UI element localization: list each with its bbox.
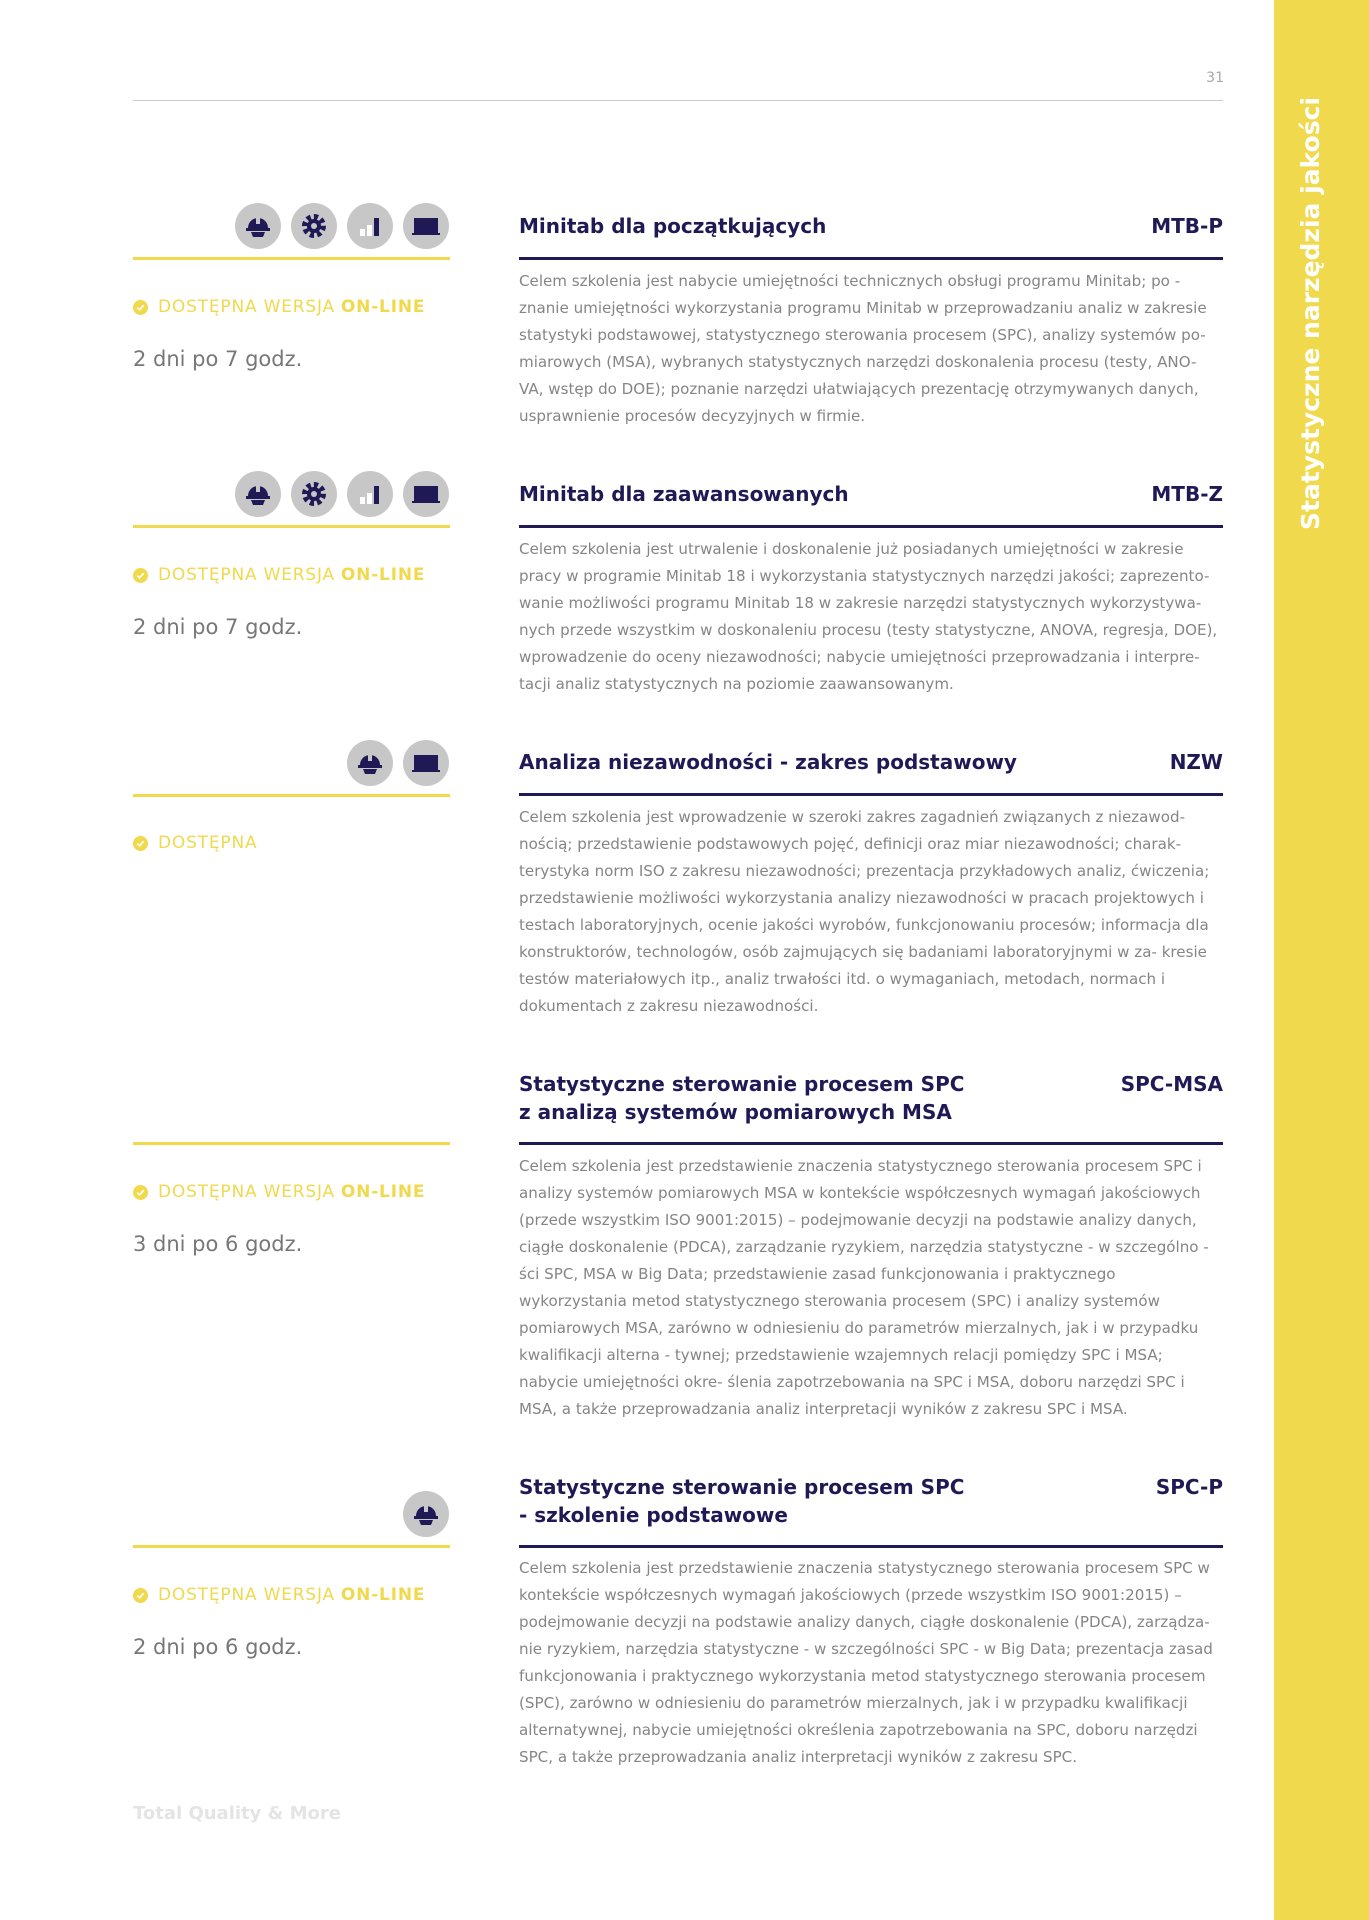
availability-label: DOSTĘPNA bbox=[158, 565, 258, 585]
course-4-code: SPC-MSA bbox=[1120, 1072, 1223, 1096]
safety-helmet-icon bbox=[403, 1491, 449, 1537]
header-divider bbox=[133, 100, 1223, 101]
course-5-title-line-2: - szkolenie podstawowe bbox=[519, 1503, 788, 1527]
course-5-duration: 2 dni po 6 godz. bbox=[133, 1635, 303, 1659]
course-5-title-line-1: Statystyczne sterowanie procesem SPC bbox=[519, 1475, 965, 1499]
monitor-icon bbox=[403, 740, 449, 786]
course-3-availability bbox=[133, 833, 257, 853]
course-4-availability bbox=[133, 1182, 425, 1202]
course-4-divider bbox=[133, 1142, 450, 1145]
course-3-divider bbox=[133, 794, 450, 797]
course-4-description: Celem szkolenia jest przedstawienie znaczenia statystycznego sterowania procesem SPC i analizy systemów pomiarowych MSA w kontekście współczesnych wymagań jakościowych (przede wszystkim ISO 9001:2015) – podejmowanie decyzji na podstawie analizy danych, ciągłe doskonalenie (PDCA), zarządzanie ryzykiem, narzędzia statystyczne - w szczególno - ści SPC, MSA w Big Data; przedstawienie zasad funkcjonowania i praktycznego wykorzystania metod statystycznego sterowania procesem (SPC) i analizy systemów pomiarowych MSA, zarówno w odniesieniu do parametrów mierzalnych, jak i w przypadku kwalifikacji alterna - tywnej; przedstawienie wzajemnych relacji pomiędzy SPC i MSA; nabycie umiejętności okre- ślenia zapotrzebowania na SPC i MSA, doboru narzędzi SPC i MSA, a także przeprowadzania analiz interpretacji wyników z zakresu SPC i MSA. bbox=[519, 1157, 1209, 1418]
course-4-duration: 3 dni po 6 godz. bbox=[133, 1232, 303, 1256]
bar-chart-icon bbox=[347, 471, 393, 517]
availability-label: DOSTĘPNA bbox=[158, 1585, 258, 1605]
course-1-availability bbox=[133, 297, 425, 317]
footer-brand: Total Quality & More bbox=[133, 1803, 341, 1824]
course-1-duration: 2 dni po 7 godz. bbox=[133, 347, 303, 371]
check-icon bbox=[133, 1185, 148, 1200]
course-1-title: Minitab dla początkujących bbox=[519, 214, 827, 238]
gear-icon bbox=[291, 471, 337, 517]
page-number: 31 bbox=[1206, 70, 1224, 86]
course-4-title-divider bbox=[519, 1142, 1223, 1145]
course-1-divider bbox=[133, 257, 450, 260]
version-label: WERSJA bbox=[263, 565, 335, 585]
check-icon bbox=[133, 300, 148, 315]
availability-label: DOSTĘPNA bbox=[158, 1182, 258, 1202]
course-1-icons bbox=[133, 203, 449, 249]
course-2-description: Celem szkolenia jest utrwalenie i doskonalenie już posiadanych umiejętności w zakresie pracy w programie Minitab 18 i wykorzystania statystycznych narzędzi jakości; zaprezento- wanie możliwości programu Minitab 18 w zakresie narzędzi statystycznych wykorzystywa- nych przede wszystkim w doskonaleniu procesu (testy statystyczne, ANOVA, regresja, DOE), wprowadzenie do oceny niezawodności; nabycie umiejętności przeprowadzania i interpre- tacji analiz statystycznych na poziomie zaawansowanym. bbox=[519, 540, 1218, 693]
online-label: ON-LINE bbox=[340, 297, 426, 317]
online-label: ON-LINE bbox=[340, 1182, 426, 1202]
version-label: WERSJA bbox=[263, 297, 335, 317]
course-5-availability bbox=[133, 1585, 425, 1605]
safety-helmet-icon bbox=[235, 471, 281, 517]
safety-helmet-icon bbox=[235, 203, 281, 249]
course-5-description: Celem szkolenia jest przedstawienie znaczenia statystycznego sterowania procesem SPC w kontekście współczesnych wymagań jakościowych (przede wszystkim ISO 9001:2015) – podejmowanie decyzji na podstawie analizy danych, ciągłe doskonalenie (PDCA), zarządza- nie ryzykiem, narzędzia statystyczne - w szczególności SPC - w Big Data; prezentacja zasad funkcjonowania i praktycznego wykorzystania metod statystycznego sterowania procesem (SPC), zarówno w odniesieniu do parametrów mierzalnych, jak i w przypadku kwalifikacji alternatywnej, nabycie umiejętności określenia zapotrzebowania na SPC, doboru narzędzi SPC, a także przeprowadzania analiz interpretacji wyników z zakresu SPC. bbox=[519, 1559, 1213, 1766]
course-1-description: Celem szkolenia jest nabycie umiejętności technicznych obsługi programu Minitab; po - znanie umiejętności wykorzystania programu Minitab w przeprowadzaniu analiz w zakresie statystyki podstawowej, statystycznego sterowania procesem (SPC), analizy systemów po- miarowych (MSA), wybranych statystycznych narzędzi doskonalenia procesu (testy, ANO- VA, wstęp do DOE); poznanie narzędzi ułatwiających prezentację otrzymywanych danych, usprawnienie procesów decyzyjnych w firmie. bbox=[519, 272, 1207, 425]
course-5-code: SPC-P bbox=[1155, 1475, 1223, 1499]
online-label: ON-LINE bbox=[340, 565, 426, 585]
course-2-icons bbox=[133, 471, 449, 517]
course-3-code: NZW bbox=[1169, 750, 1223, 774]
online-label: ON-LINE bbox=[340, 1585, 426, 1605]
course-4-title-line-2: z analizą systemów pomiarowych MSA bbox=[519, 1100, 952, 1124]
course-2-availability bbox=[133, 565, 425, 585]
course-3-icons bbox=[133, 740, 449, 786]
course-5-divider bbox=[133, 1545, 450, 1548]
course-3-title: Analiza niezawodności - zakres podstawowy bbox=[519, 750, 1017, 774]
course-1-title-divider bbox=[519, 257, 1223, 260]
course-5-title-divider bbox=[519, 1545, 1223, 1548]
bar-chart-icon bbox=[347, 203, 393, 249]
safety-helmet-icon bbox=[347, 740, 393, 786]
course-4-title-line-1: Statystyczne sterowanie procesem SPC bbox=[519, 1072, 965, 1096]
course-3-description: Celem szkolenia jest wprowadzenie w szeroki zakres zagadnień związanych z niezawod- nością; przedstawienie podstawowych pojęć, definicji oraz miar niezawodności; charak- terystyka norm ISO z zakresu niezawodności; prezentacja przykładowych analiz, ćwiczenia; przedstawienie możliwości wykorzystania analizy niezawodności w pracach projektowych i testach laboratoryjnych, ocenie jakości wyrobów, funkcjonowaniu procesów; informacja dla konstruktorów, technologów, osób zajmujących się badaniami laboratoryjnymi w za- kresie testów materiałowych itp., analiz trwałości itd. o wymaganiach, metodach, normach i dokumentach z zakresu niezawodności. bbox=[519, 808, 1210, 1015]
sidebar-title-text: Statystyczne narzędzia jakości bbox=[1296, 97, 1325, 530]
course-3-title-divider bbox=[519, 793, 1223, 796]
course-2-title: Minitab dla zaawansowanych bbox=[519, 482, 849, 506]
course-2-divider bbox=[133, 525, 450, 528]
availability-label: DOSTĘPNA bbox=[158, 297, 258, 317]
course-5-icons bbox=[133, 1491, 449, 1537]
monitor-icon bbox=[403, 471, 449, 517]
gear-icon bbox=[291, 203, 337, 249]
check-icon bbox=[133, 1588, 148, 1603]
course-2-code: MTB-Z bbox=[1151, 482, 1223, 506]
course-2-duration: 2 dni po 7 godz. bbox=[133, 615, 303, 639]
course-2-title-divider bbox=[519, 525, 1223, 528]
check-icon bbox=[133, 568, 148, 583]
version-label: WERSJA bbox=[263, 1182, 335, 1202]
monitor-icon bbox=[403, 203, 449, 249]
course-1-code: MTB-P bbox=[1151, 214, 1223, 238]
version-label: WERSJA bbox=[263, 1585, 335, 1605]
check-icon bbox=[133, 836, 148, 851]
availability-label: DOSTĘPNA bbox=[158, 833, 258, 853]
